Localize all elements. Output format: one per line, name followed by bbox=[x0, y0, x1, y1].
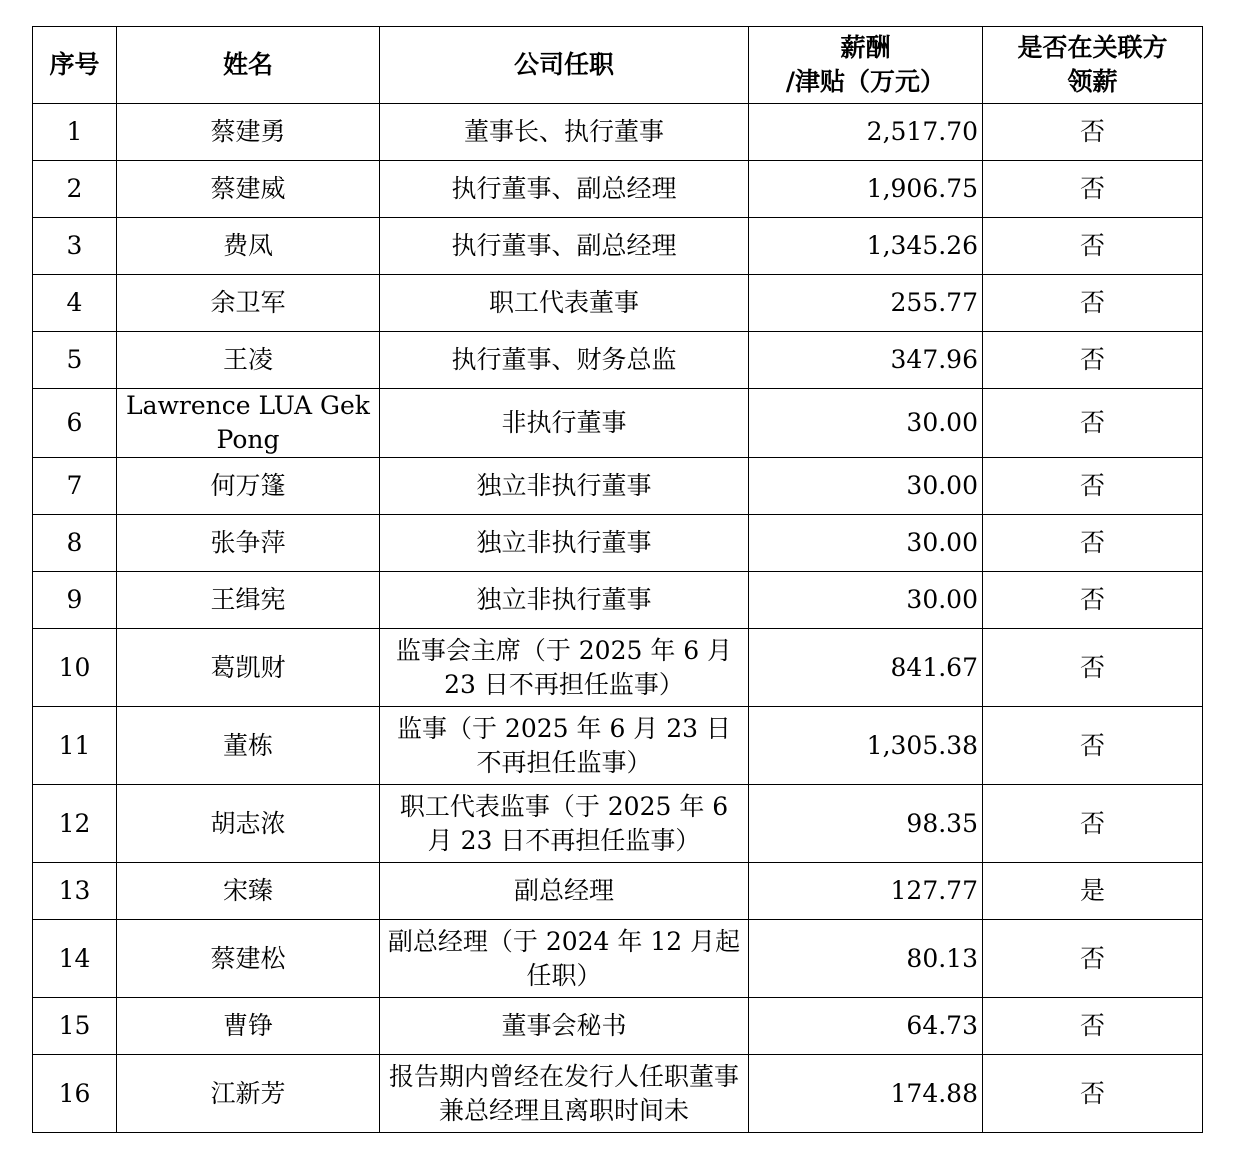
header-related: 是否在关联方 领薪 bbox=[983, 27, 1203, 104]
table-row bbox=[33, 275, 1203, 332]
cell-pay: 1,906.75 bbox=[749, 161, 983, 218]
cell-pay: 174.88 bbox=[749, 1055, 983, 1133]
header-idx: 序号 bbox=[33, 27, 117, 104]
cell-name: 江新芳 bbox=[117, 1055, 380, 1133]
cell-pay: 64.73 bbox=[749, 998, 983, 1055]
cell-position: 监事（于 2025 年 6 月 23 日不再担任监事） bbox=[380, 707, 749, 785]
cell-idx: 13 bbox=[33, 863, 117, 920]
cell-idx: 4 bbox=[33, 275, 117, 332]
cell-related: 否 bbox=[983, 104, 1203, 161]
cell-pay: 1,345.26 bbox=[749, 218, 983, 275]
cell-pay: 347.96 bbox=[749, 332, 983, 389]
cell-related: 否 bbox=[983, 1055, 1203, 1133]
table-row bbox=[33, 389, 1203, 458]
cell-name: 董栋 bbox=[117, 707, 380, 785]
cell-related: 否 bbox=[983, 920, 1203, 998]
cell-position: 独立非执行董事 bbox=[380, 572, 749, 629]
cell-name: Lawrence LUA Gek Pong bbox=[117, 389, 380, 458]
cell-name: 王凌 bbox=[117, 332, 380, 389]
cell-related: 否 bbox=[983, 998, 1203, 1055]
cell-position: 监事会主席（于 2025 年 6 月 23 日不再担任监事） bbox=[380, 629, 749, 707]
cell-name: 胡志浓 bbox=[117, 785, 380, 863]
cell-name: 费凤 bbox=[117, 218, 380, 275]
cell-related: 否 bbox=[983, 707, 1203, 785]
cell-pay: 127.77 bbox=[749, 863, 983, 920]
cell-pay: 30.00 bbox=[749, 572, 983, 629]
cell-name: 宋臻 bbox=[117, 863, 380, 920]
cell-pay: 30.00 bbox=[749, 389, 983, 458]
cell-related: 否 bbox=[983, 389, 1203, 458]
cell-name: 何万篷 bbox=[117, 458, 380, 515]
cell-position: 执行董事、财务总监 bbox=[380, 332, 749, 389]
table-row bbox=[33, 707, 1203, 785]
cell-related: 是 bbox=[983, 863, 1203, 920]
compensation-table bbox=[32, 26, 1203, 1133]
cell-position: 独立非执行董事 bbox=[380, 515, 749, 572]
cell-idx: 11 bbox=[33, 707, 117, 785]
cell-position: 董事长、执行董事 bbox=[380, 104, 749, 161]
cell-position: 非执行董事 bbox=[380, 389, 749, 458]
cell-idx: 3 bbox=[33, 218, 117, 275]
table-row bbox=[33, 515, 1203, 572]
cell-related: 否 bbox=[983, 275, 1203, 332]
table-body bbox=[33, 104, 1203, 1133]
cell-related: 否 bbox=[983, 572, 1203, 629]
table-row bbox=[33, 458, 1203, 515]
cell-name: 蔡建松 bbox=[117, 920, 380, 998]
cell-pay: 255.77 bbox=[749, 275, 983, 332]
cell-position: 副总经理（于 2024 年 12 月起任职） bbox=[380, 920, 749, 998]
cell-related: 否 bbox=[983, 218, 1203, 275]
cell-idx: 5 bbox=[33, 332, 117, 389]
cell-related: 否 bbox=[983, 515, 1203, 572]
table-row bbox=[33, 218, 1203, 275]
cell-position: 报告期内曾经在发行人任职董事兼总经理且离职时间未 bbox=[380, 1055, 749, 1133]
table-row bbox=[33, 332, 1203, 389]
cell-position: 职工代表监事（于 2025 年 6 月 23 日不再担任监事） bbox=[380, 785, 749, 863]
cell-name: 葛凯财 bbox=[117, 629, 380, 707]
cell-idx: 8 bbox=[33, 515, 117, 572]
cell-pay: 30.00 bbox=[749, 515, 983, 572]
cell-related: 否 bbox=[983, 785, 1203, 863]
table-row bbox=[33, 863, 1203, 920]
cell-related: 否 bbox=[983, 161, 1203, 218]
cell-related: 否 bbox=[983, 629, 1203, 707]
cell-pay: 98.35 bbox=[749, 785, 983, 863]
cell-pay: 2,517.70 bbox=[749, 104, 983, 161]
cell-related: 否 bbox=[983, 458, 1203, 515]
cell-idx: 2 bbox=[33, 161, 117, 218]
table-row bbox=[33, 104, 1203, 161]
table-row bbox=[33, 572, 1203, 629]
header-row bbox=[33, 27, 1203, 104]
cell-pay: 30.00 bbox=[749, 458, 983, 515]
cell-idx: 1 bbox=[33, 104, 117, 161]
cell-related: 否 bbox=[983, 332, 1203, 389]
cell-idx: 9 bbox=[33, 572, 117, 629]
cell-name: 蔡建勇 bbox=[117, 104, 380, 161]
cell-pay: 1,305.38 bbox=[749, 707, 983, 785]
cell-idx: 7 bbox=[33, 458, 117, 515]
table-row bbox=[33, 629, 1203, 707]
cell-position: 职工代表董事 bbox=[380, 275, 749, 332]
cell-name: 王缉宪 bbox=[117, 572, 380, 629]
header-position: 公司任职 bbox=[380, 27, 749, 104]
cell-idx: 14 bbox=[33, 920, 117, 998]
cell-name: 曹铮 bbox=[117, 998, 380, 1055]
cell-position: 董事会秘书 bbox=[380, 998, 749, 1055]
cell-idx: 6 bbox=[33, 389, 117, 458]
cell-idx: 12 bbox=[33, 785, 117, 863]
table-row bbox=[33, 920, 1203, 998]
cell-idx: 16 bbox=[33, 1055, 117, 1133]
header-name: 姓名 bbox=[117, 27, 380, 104]
table-row bbox=[33, 998, 1203, 1055]
cell-position: 执行董事、副总经理 bbox=[380, 218, 749, 275]
cell-position: 副总经理 bbox=[380, 863, 749, 920]
table-row bbox=[33, 1055, 1203, 1133]
cell-pay: 80.13 bbox=[749, 920, 983, 998]
header-pay: 薪酬 /津贴（万元） bbox=[749, 27, 983, 104]
cell-idx: 15 bbox=[33, 998, 117, 1055]
cell-position: 执行董事、副总经理 bbox=[380, 161, 749, 218]
cell-position: 独立非执行董事 bbox=[380, 458, 749, 515]
cell-name: 余卫军 bbox=[117, 275, 380, 332]
table-row bbox=[33, 161, 1203, 218]
cell-idx: 10 bbox=[33, 629, 117, 707]
cell-name: 蔡建威 bbox=[117, 161, 380, 218]
cell-name: 张争萍 bbox=[117, 515, 380, 572]
cell-pay: 841.67 bbox=[749, 629, 983, 707]
table-row bbox=[33, 785, 1203, 863]
